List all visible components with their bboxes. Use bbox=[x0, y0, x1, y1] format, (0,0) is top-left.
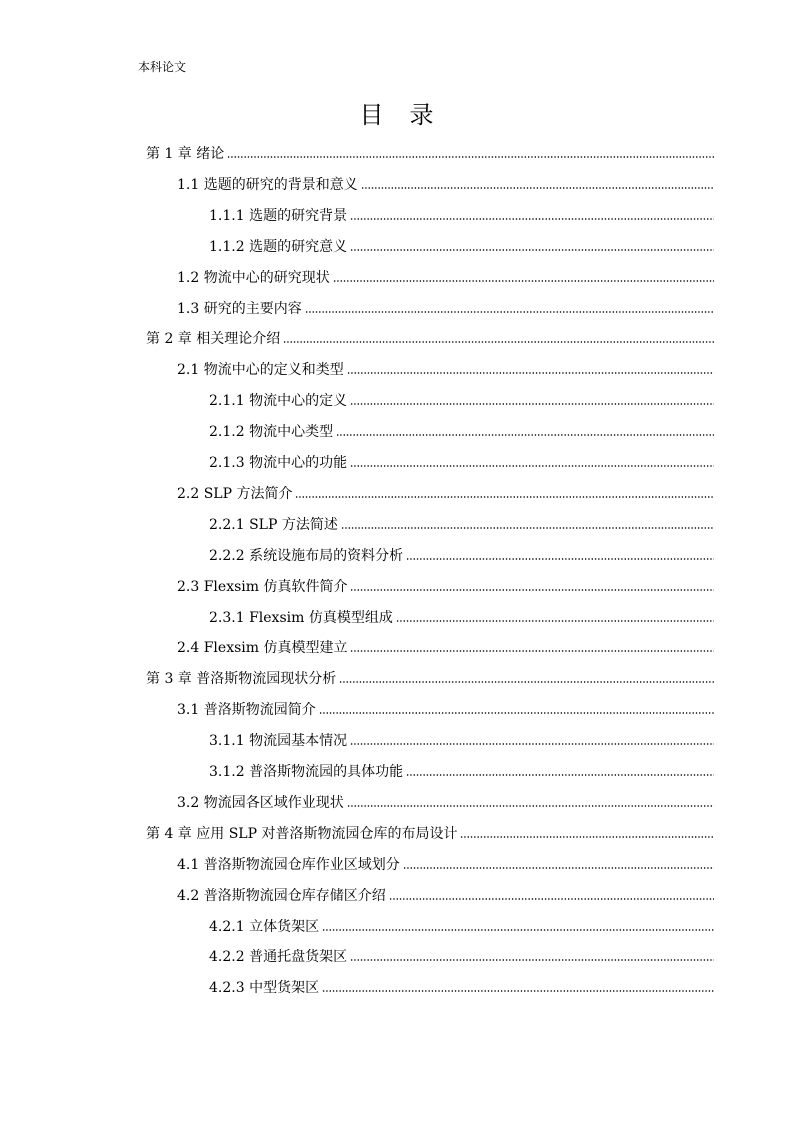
dot-leader bbox=[406, 556, 714, 562]
toc-entry-label: 4.2 普洛斯物流园仓库存储区介绍 bbox=[177, 887, 386, 904]
toc-entry[interactable] bbox=[146, 140, 714, 164]
toc-entry[interactable] bbox=[177, 882, 714, 906]
toc-entry-label: 第 1 章 绪论 bbox=[146, 146, 225, 162]
toc-entry[interactable] bbox=[146, 820, 714, 844]
dot-leader bbox=[389, 896, 714, 902]
toc-entry[interactable] bbox=[209, 202, 714, 226]
toc-entry-label: 4.1 普洛斯物流园仓库作业区域划分 bbox=[177, 856, 400, 873]
toc-entry[interactable] bbox=[177, 696, 714, 720]
toc-entry[interactable] bbox=[209, 418, 714, 442]
toc-entry[interactable] bbox=[177, 356, 714, 380]
toc-entry[interactable] bbox=[177, 634, 714, 658]
dot-leader bbox=[283, 339, 714, 345]
toc-entry-label: 2.2 SLP 方法简介 bbox=[177, 485, 293, 502]
dot-leader bbox=[295, 494, 714, 500]
dot-leader bbox=[322, 988, 714, 994]
toc-entry-label: 2.1.3 物流中心的功能 bbox=[209, 455, 348, 471]
toc-entry-label: 2.1.2 物流中心类型 bbox=[209, 424, 334, 441]
toc-entry-label: 2.3.1 Flexsim 仿真模型组成 bbox=[209, 609, 393, 626]
toc-entry-label: 第 4 章 应用 SLP 对普洛斯物流园仓库的布局设计 bbox=[146, 825, 458, 842]
dot-leader bbox=[339, 679, 714, 685]
dot-leader bbox=[406, 772, 714, 778]
toc-entry[interactable] bbox=[209, 542, 714, 566]
dot-leader bbox=[350, 401, 714, 407]
toc-entry[interactable] bbox=[209, 943, 714, 967]
toc-entry-label: 3.2 物流园各区域作业现状 bbox=[177, 794, 344, 811]
toc-entry[interactable] bbox=[177, 295, 714, 319]
toc-entry-label: 4.2.2 普通托盘货架区 bbox=[209, 949, 348, 966]
toc-entry[interactable] bbox=[209, 449, 714, 473]
dot-leader bbox=[322, 927, 714, 933]
toc-entry[interactable] bbox=[209, 233, 714, 257]
toc-entry-label: 1.3 研究的主要内容 bbox=[177, 300, 302, 317]
toc-entry-label: 2.2.1 SLP 方法简述 bbox=[209, 516, 338, 533]
toc-entry[interactable] bbox=[209, 727, 714, 751]
dot-leader bbox=[350, 741, 714, 747]
toc-entry[interactable] bbox=[177, 573, 714, 597]
toc-entry-label: 第 2 章 相关理论介绍 bbox=[146, 331, 281, 348]
dot-leader bbox=[347, 803, 714, 809]
dot-leader bbox=[350, 648, 714, 654]
dot-leader bbox=[319, 710, 714, 716]
dot-leader bbox=[341, 525, 714, 531]
dot-leader bbox=[227, 154, 714, 160]
dot-leader bbox=[350, 463, 714, 469]
toc-entry[interactable] bbox=[209, 913, 714, 937]
dot-leader bbox=[305, 309, 714, 315]
toc-entry[interactable] bbox=[177, 789, 714, 813]
dot-leader bbox=[336, 432, 714, 438]
toc-entry-label: 3.1.1 物流园基本情况 bbox=[209, 733, 348, 750]
toc-entry-label: 1.1 选题的研究的背景和意义 bbox=[177, 176, 358, 193]
toc-entry-label: 2.4 Flexsim 仿真模型建立 bbox=[177, 640, 348, 657]
toc-entry[interactable] bbox=[177, 171, 714, 195]
toc-entry-label: 1.2 物流中心的研究现状 bbox=[177, 269, 330, 286]
dot-leader bbox=[350, 587, 714, 593]
toc-entry-label: 3.1 普洛斯物流园简介 bbox=[177, 702, 316, 719]
toc-entry-label: 4.2.3 中型货架区 bbox=[209, 980, 320, 997]
toc-entry[interactable] bbox=[209, 974, 714, 998]
dot-leader bbox=[350, 957, 714, 963]
toc-entry[interactable] bbox=[209, 387, 714, 411]
toc-entry-label: 4.2.1 立体货架区 bbox=[209, 918, 320, 935]
toc-entry-label: 1.1.1 选题的研究背景 bbox=[209, 207, 348, 224]
toc-entry[interactable] bbox=[209, 758, 714, 782]
dot-leader bbox=[347, 370, 714, 376]
dot-leader bbox=[460, 834, 714, 840]
dot-leader bbox=[396, 618, 714, 624]
toc-entry-label: 1.1.2 选题的研究意义 bbox=[209, 238, 348, 255]
dot-leader bbox=[333, 278, 714, 284]
dot-leader bbox=[361, 185, 714, 191]
toc-entry-label: 3.1.2 普洛斯物流园的具体功能 bbox=[209, 764, 404, 780]
toc-entry[interactable] bbox=[177, 480, 714, 504]
dot-leader bbox=[403, 865, 714, 871]
toc-entry-label: 2.3 Flexsim 仿真软件简介 bbox=[177, 578, 348, 595]
toc-entry-label: 2.2.2 系统设施布局的资料分析 bbox=[209, 547, 404, 564]
toc-entry-label: 第 3 章 普洛斯物流园现状分析 bbox=[146, 671, 337, 688]
toc-entry[interactable] bbox=[146, 665, 714, 689]
toc-entry[interactable] bbox=[177, 851, 714, 875]
toc-entry-label: 2.1.1 物流中心的定义 bbox=[209, 393, 348, 410]
toc-entry[interactable] bbox=[146, 325, 714, 349]
toc-entry[interactable] bbox=[209, 511, 714, 535]
toc-title: 目录 bbox=[359, 101, 460, 129]
toc-entry[interactable] bbox=[209, 604, 714, 628]
page-header: 本科论文 bbox=[138, 60, 187, 74]
dot-leader bbox=[350, 216, 714, 222]
toc-entry-label: 2.1 物流中心的定义和类型 bbox=[177, 362, 344, 379]
dot-leader bbox=[350, 247, 714, 253]
toc-entry[interactable] bbox=[177, 264, 714, 288]
